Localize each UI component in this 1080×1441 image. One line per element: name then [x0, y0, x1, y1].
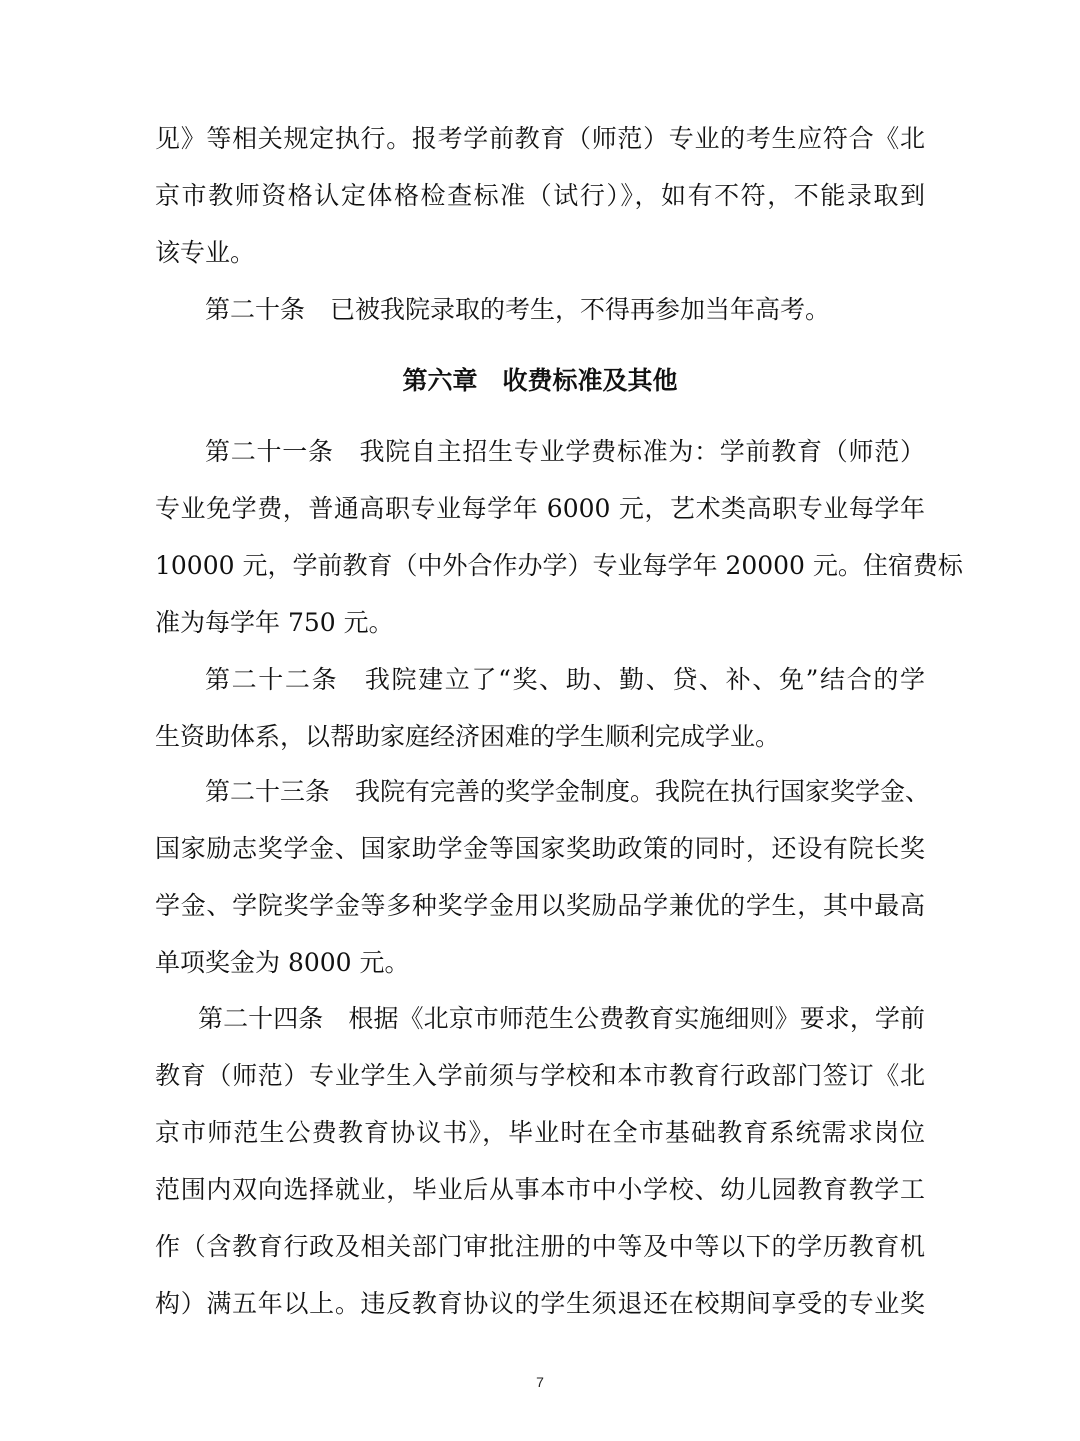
text-line: 教育（师范）专业学生入学前须与学校和本市教育行政部门签订《北: [155, 1061, 925, 1090]
text-line: 构）满五年以上。违反教育协议的学生须退还在校期间享受的专业奖: [155, 1289, 925, 1318]
page-number: 7: [536, 1374, 544, 1390]
text-line: 10000 元，学前教育（中外合作办学）专业每学年 20000 元。住宿费标: [155, 551, 963, 580]
article-23: 第二十三条 我院有完善的奖学金制度。我院在执行国家奖学金、: [205, 777, 931, 806]
article-20: 第二十条 已被我院录取的考生，不得再参加当年高考。: [205, 295, 831, 324]
text-line: 作（含教育行政及相关部门审批注册的中等及中等以下的学历教育机: [155, 1232, 925, 1261]
text-line: 京市教师资格认定体格检查标准（试行）》，如有不符，不能录取到: [155, 181, 925, 210]
text-line: 该专业。: [155, 238, 256, 267]
text-line: 学金、学院奖学金等多种奖学金用以奖励品学兼优的学生，其中最高: [155, 891, 925, 920]
text-line: 范围内双向选择就业，毕业后从事本市中小学校、幼儿园教育教学工: [155, 1175, 925, 1204]
text-line: 单项奖金为 8000 元。: [155, 948, 410, 977]
text-line: 专业免学费，普通高职专业每学年 6000 元，艺术类高职专业每学年: [155, 494, 925, 523]
text-line: 京市师范生公费教育协议书》，毕业时在全市基础教育系统需求岗位: [155, 1118, 925, 1147]
text-line: 见》等相关规定执行。报考学前教育（师范）专业的考生应符合《北: [155, 124, 925, 153]
article-24: 第二十四条 根据《北京市师范生公费教育实施细则》要求，学前: [198, 1004, 925, 1033]
text-line: 国家励志奖学金、国家助学金等国家奖助政策的同时，还设有院长奖: [155, 834, 925, 863]
text-line: 生资助体系，以帮助家庭经济困难的学生顺利完成学业。: [155, 722, 781, 751]
article-22: 第二十二条 我院建立了“奖、助、勤、贷、补、免”结合的学: [205, 665, 925, 694]
chapter-title: 第六章 收费标准及其他: [402, 366, 678, 395]
text-line: 准为每学年 750 元。: [155, 608, 394, 637]
article-21: 第二十一条 我院自主招生专业学费标准为：学前教育（师范）: [205, 437, 925, 466]
